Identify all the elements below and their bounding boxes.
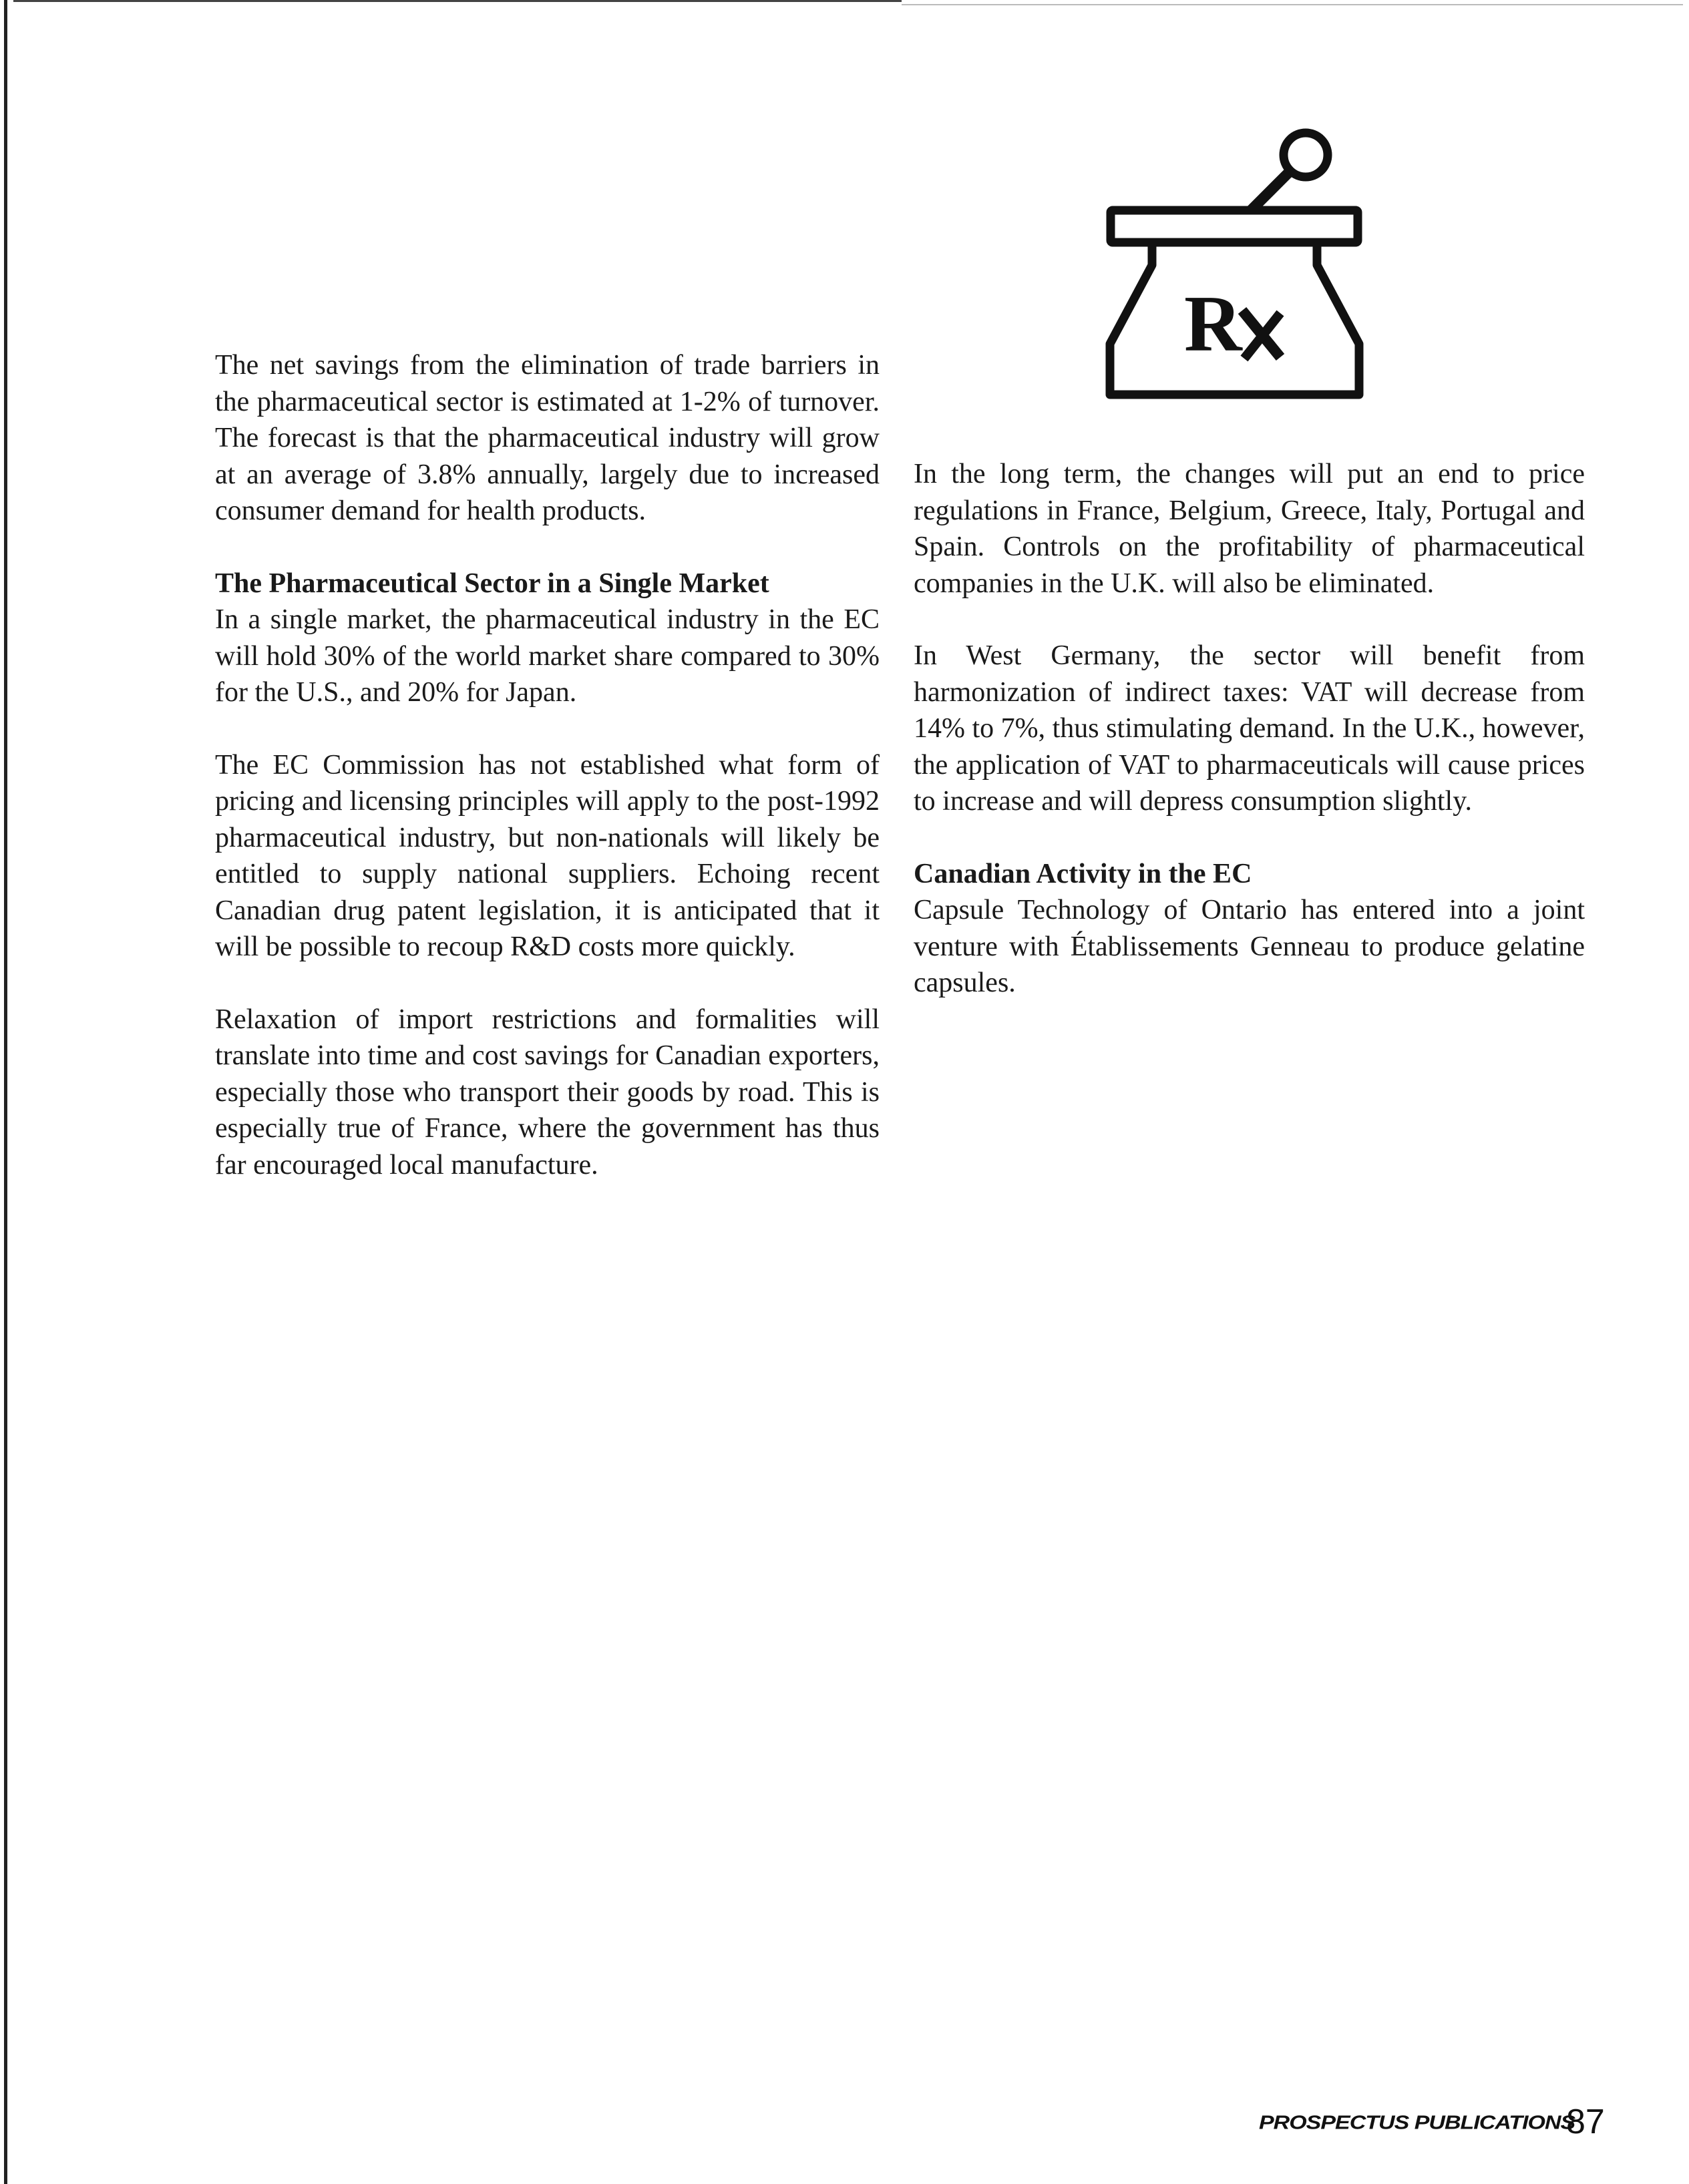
top-rule xyxy=(13,0,902,2)
publisher-brand: PROSPECTUS PUBLICATIONS xyxy=(1259,2111,1575,2134)
page-number: 87 xyxy=(1566,2103,1605,2141)
right-column xyxy=(914,456,1585,1038)
mortar-pestle-rx-icon xyxy=(1105,124,1366,407)
right-paragraph-3: Capsule Technology of Ontario has entered into a joint venture with Établissements Genneau to produce gelatine capsules. xyxy=(914,895,1585,998)
right-paragraph-2: In West Germany, the sector will benefit from harmonization of indirect taxes: VAT will decrease from 14% to 7%, thus stimulating demand. In the U.K., however, the application of VAT to pharmaceuticals will cause prices to increase and will depress consumption slightly. xyxy=(914,640,1585,817)
rx-symbol: R xyxy=(1184,279,1242,368)
top-rule-faint xyxy=(902,4,1683,5)
section-heading-single-market: The Pharmaceutical Sector in a Single Market xyxy=(215,568,769,599)
left-paragraph-2: In a single market, the pharmaceutical industry in the EC will hold 30% of the world market share compared to 30% for the U.S., and 20% for Japan. xyxy=(215,604,880,708)
page-edge-rule xyxy=(4,0,7,2184)
right-paragraph-1: In the long term, the changes will put an end to price regulations in France, Belgium, Greece, Italy, Portugal and Spain. Controls on the profitability of pharmaceutical companies in the U.K. will also be eliminated. xyxy=(914,459,1585,599)
left-paragraph-3: The EC Commission has not established what form of pricing and licensing principles will apply to the post-1992 pharmaceutical industry, but non-nationals will likely be entitled to supply national suppliers. Echoing recent Canadian drug patent legislation, it is anticipated that it will be possible to recoup R&D costs more quickly. xyxy=(215,749,880,962)
section-heading-canadian-activity: Canadian Activity in the EC xyxy=(914,858,1252,889)
left-paragraph-1: The net savings from the elimination of trade barriers in the pharmaceutical sector is estimated at 1-2% of turnover. The forecast is that the pharmaceutical industry will grow at an average of 3.8% annually, largely due to increased consumer demand for health products. xyxy=(215,350,880,526)
left-column xyxy=(215,347,880,1219)
left-paragraph-4: Relaxation of import restrictions and formalities will translate into time and cost savings for Canadian exporters, especially those who transport their goods by road. This is especially true of France, where the government has thus far encouraged local manufacture. xyxy=(215,1004,880,1180)
